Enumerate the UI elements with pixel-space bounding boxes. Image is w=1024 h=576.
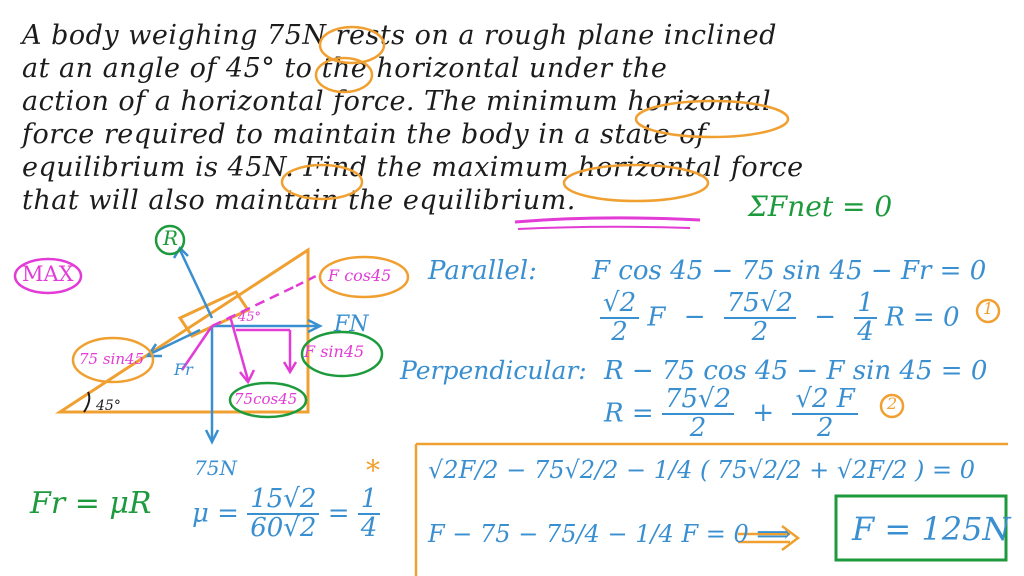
star-marker: * xyxy=(366,454,380,487)
f-cos-label: F cos45 xyxy=(328,266,392,285)
friction-label: Fr xyxy=(174,360,193,379)
mu-result-numerator: 1 xyxy=(358,486,381,515)
problem-line-6: that will also maintain the equilibrium. xyxy=(22,185,576,216)
mu-numerator: 15√2 xyxy=(247,486,319,515)
problem-line-2: at an angle of 45° to the horizontal under the xyxy=(22,53,668,84)
perpendicular-equation-1: R − 75 cos 45 − F sin 45 = 0 xyxy=(604,356,988,386)
solution-row-2: F − 75 − 75/4 − 1/4 F = 0 ⟹ xyxy=(428,520,791,548)
problem-line-4: force required to maintain the body in a state of xyxy=(22,119,707,150)
f-sin-label: F sin45 xyxy=(304,342,365,361)
parallel-equation-1: F cos 45 − 75 sin 45 − Fr = 0 xyxy=(592,256,987,286)
parallel-equation-2: $\frac{√2}{2}$ F − $\frac{75√2}{2}$ − $\frac{1}{4}$ R = 0 xyxy=(600,290,960,347)
net-force-equation: ΣFnet = 0 xyxy=(748,190,893,223)
parallel-label: Parallel: xyxy=(428,256,537,286)
friction-law: Fr = μR xyxy=(30,486,152,521)
problem-line-3: action of a horizontal force. The minimum horizontal xyxy=(22,86,772,117)
equation-tag-1: 1 xyxy=(983,299,994,318)
equation-tag-2: 2 xyxy=(887,394,898,413)
perpendicular-label: Perpendicular: xyxy=(400,356,587,385)
mu-equals: = xyxy=(327,498,350,529)
final-answer: F = 125N xyxy=(852,510,1011,548)
weight-sin-label: 75 sin45 xyxy=(79,350,145,368)
max-label: MAX xyxy=(22,262,74,286)
mu-result-denominator: 4 xyxy=(360,513,378,544)
angle-bottom-label: 45° xyxy=(96,398,121,414)
reaction-label: R xyxy=(163,226,179,250)
weight-cos-label: 75cos45 xyxy=(234,390,298,408)
mu-denominator: 60√2 xyxy=(250,513,317,544)
weight-label: 75N xyxy=(194,456,237,480)
mu-equation xyxy=(192,486,380,543)
solution-row-1: √2F/2 − 75√2/2 − 1/4 ( 75√2/2 + √2F/2 ) = 0 xyxy=(428,456,976,484)
angle-top-label: 45° xyxy=(238,310,262,325)
perpendicular-equation-2: R = $\frac{75√2}{2}$ + $\frac{√2 F}{2}$ xyxy=(604,386,858,443)
problem-line-1: A body weighing 75N rests on a rough plane inclined xyxy=(22,20,777,51)
pink-underline xyxy=(515,218,700,222)
fn-label: FN xyxy=(334,312,369,337)
mu-symbol: μ = xyxy=(192,498,239,529)
problem-line-5: equilibrium is 45N. Find the maximum horizontal force xyxy=(22,152,804,183)
